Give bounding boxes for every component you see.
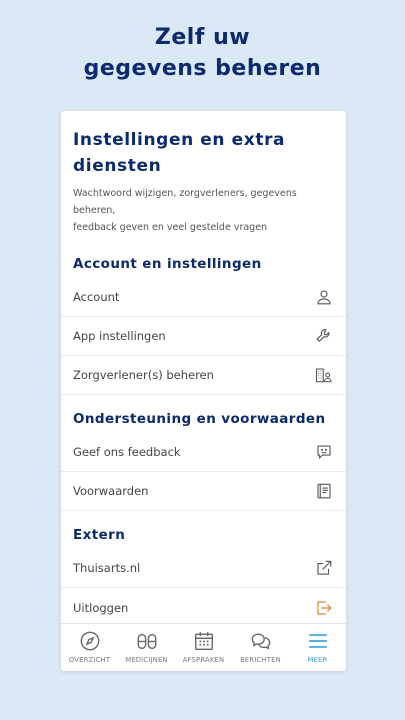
nav-label: BERICHTEN — [240, 656, 281, 664]
feedback-smiley-icon — [314, 442, 334, 462]
nav-label: AFSPRAKEN — [182, 656, 225, 664]
menu-item-label: Account — [73, 290, 120, 304]
nav-tab-medicijnen[interactable] — [118, 624, 175, 671]
menu-item-account[interactable] — [61, 278, 346, 317]
menu-item-label: Uitloggen — [73, 600, 129, 615]
menu-item-label: Thuisarts.nl — [73, 561, 141, 575]
page-subtitle: Wachtwoord wijzigen, zorgverleners, gegevens beheren, feedback geven en veel gestelde vragen — [73, 188, 297, 233]
calendar-icon — [192, 629, 216, 653]
nav-tab-meer[interactable] — [289, 624, 346, 671]
chat-icon — [249, 629, 273, 653]
user-icon — [314, 287, 334, 307]
nav-tab-berichten[interactable] — [232, 624, 289, 671]
card-header — [61, 111, 346, 236]
book-icon — [314, 481, 334, 501]
building-person-icon — [314, 365, 334, 385]
wrench-icon — [314, 326, 334, 346]
section-title-support: Ondersteuning en voorwaarden — [73, 411, 326, 427]
logout-icon — [314, 598, 334, 618]
promo-line-2: gegevens beheren — [83, 56, 322, 81]
settings-card — [61, 111, 346, 671]
nav-tab-afspraken[interactable] — [175, 624, 232, 671]
bottom-navigation — [61, 623, 346, 671]
menu-item-app-settings[interactable] — [61, 317, 346, 356]
external-link-icon — [314, 558, 334, 578]
menu-item-feedback[interactable] — [61, 433, 346, 472]
compass-icon — [78, 629, 102, 653]
menu-item-manage-providers[interactable] — [61, 356, 346, 395]
menu-item-thuisarts[interactable] — [61, 549, 346, 588]
nav-label: MEER — [307, 656, 328, 664]
menu-item-label: Zorgverlener(s) beheren — [73, 368, 214, 382]
menu-item-label: Geef ons feedback — [73, 445, 181, 459]
menu-item-label: App instellingen — [73, 329, 166, 343]
menu-icon — [306, 629, 330, 653]
menu-item-label: Voorwaarden — [73, 484, 149, 498]
pills-icon — [135, 629, 159, 653]
section-title-extern: Extern — [73, 527, 126, 543]
menu-item-logout[interactable] — [61, 588, 346, 627]
section-title-account: Account en instellingen — [73, 256, 262, 272]
nav-tab-overzicht[interactable] — [61, 624, 118, 671]
promo-line-1: Zelf uw — [154, 25, 251, 50]
promo-heading — [0, 22, 405, 84]
nav-label: OVERZICHT — [68, 656, 111, 664]
menu-item-terms[interactable] — [61, 472, 346, 511]
page-title: Instellingen en extra diensten — [73, 130, 286, 176]
nav-label: MEDICIJNEN — [125, 656, 168, 664]
